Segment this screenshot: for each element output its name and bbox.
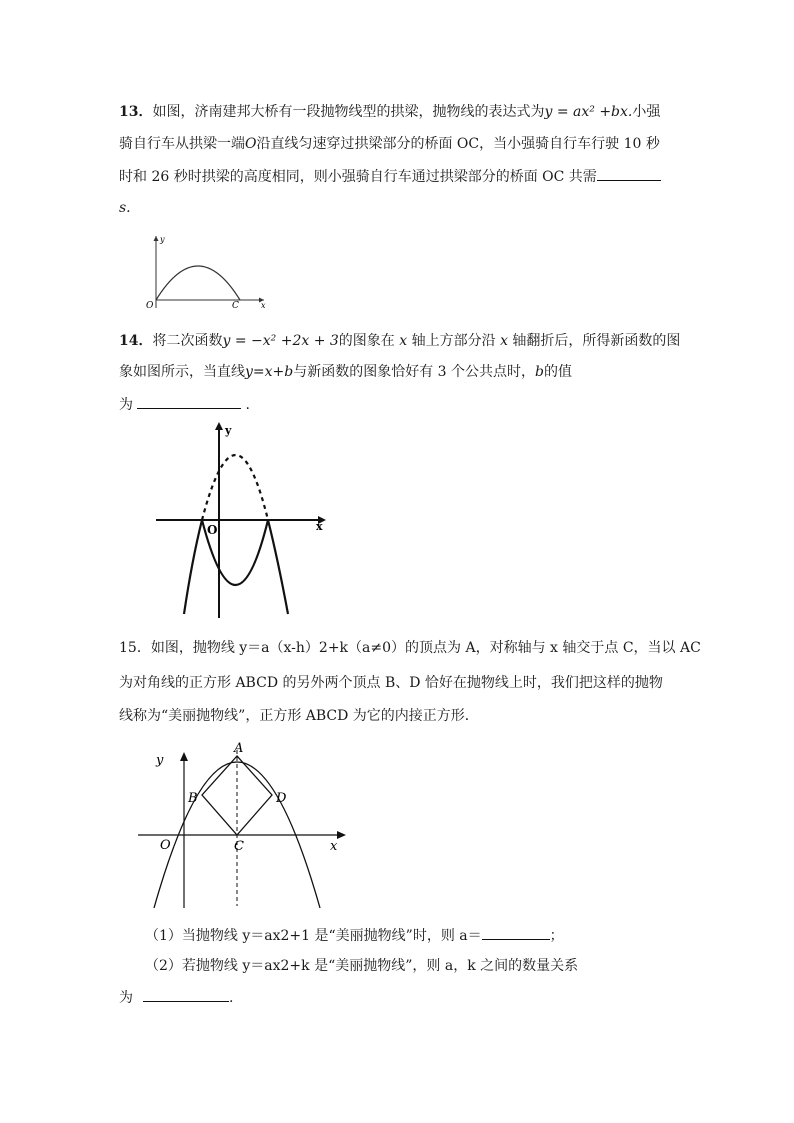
- q14-text: 为: [119, 397, 133, 413]
- point-b-label: B: [188, 791, 198, 806]
- q14-line-1: [119, 331, 680, 351]
- q13-unit: s.: [119, 200, 131, 216]
- y-label: y: [156, 753, 164, 768]
- x-axis-arrow: [337, 831, 346, 839]
- origin-label: O: [146, 301, 154, 311]
- q13-text: 如图，济南建邦大桥有一段抛物线型的拱梁，抛物线的表达式为: [152, 104, 545, 120]
- q13-line-4: [119, 198, 131, 218]
- q15-text: .: [229, 990, 234, 1006]
- q13-expression: y = ax² +bx.: [544, 104, 633, 120]
- x-label: x: [330, 839, 338, 854]
- y-label: y: [160, 235, 165, 244]
- q14-text: 将二次函数: [152, 333, 223, 349]
- origin-label: O: [160, 838, 171, 853]
- q14-var: b: [535, 364, 545, 380]
- q15-text: 为: [119, 990, 133, 1006]
- y-axis-arrow: [154, 236, 159, 241]
- q13-line-2: [119, 134, 660, 154]
- q15-figure: [136, 736, 356, 912]
- point-a-label: A: [234, 741, 244, 756]
- q14-line-expression: y=x+b: [245, 364, 294, 380]
- q13-figure: [140, 228, 270, 312]
- q14-var: x: [399, 333, 408, 349]
- q14-text: 轴翻折后，所得新函数的图: [512, 333, 681, 349]
- x-label: x: [261, 301, 266, 310]
- q13-number: 13．: [119, 104, 153, 120]
- q14-answer-blank[interactable]: [137, 394, 241, 409]
- q13-text: 时和 26 秒时拱梁的高度相同，则小强骑自行车通过拱梁部分的桥面 OC 共需: [119, 169, 597, 185]
- q14-text: 与新函数的图象恰好有 3 个公共点时，: [293, 364, 536, 380]
- x-label: x: [316, 520, 323, 533]
- q15-text: 为对角线的正方形 ABCD 的另外两个顶点 B、D 恰好在抛物线上时，我们把这样的抛物: [119, 675, 663, 691]
- right-branch: [268, 520, 288, 614]
- q14-text: 的图象在: [338, 333, 395, 349]
- q13-line-3: [119, 166, 661, 187]
- q14-text: 象如图所示，当直线: [119, 364, 245, 380]
- y-axis-arrow: [215, 422, 223, 430]
- q13-text: 骑自行车从拱梁一端: [119, 136, 245, 152]
- q15-text: （1）当抛物线 y＝ax2+1 是“美丽抛物线”时，则 a＝: [145, 928, 482, 944]
- q14-number: 14．: [119, 333, 153, 349]
- q15-line-1: [119, 638, 701, 658]
- q15-part-2: [145, 956, 578, 976]
- q14-text: .: [245, 397, 250, 413]
- q13-line-1: [119, 102, 660, 122]
- q15-text: 线称为“美丽抛物线”，正方形 ABCD 为它的内接正方形．: [119, 708, 479, 724]
- q14-figure: [150, 420, 335, 620]
- point-c-label: C: [232, 301, 239, 311]
- dashed-parabola: [202, 455, 268, 520]
- q15-text: （2）若抛物线 y＝ax2+k 是“美丽抛物线”，则 a，k 之间的数量关系: [145, 958, 579, 974]
- q13-answer-blank[interactable]: [597, 166, 661, 181]
- q14-line-2: [119, 362, 572, 382]
- q14-expression: y = −x² +2x + 3: [222, 333, 339, 349]
- point-c-label: C: [234, 839, 244, 854]
- left-branch: [184, 520, 202, 614]
- q15-text: 15．如图，抛物线 y＝a（x-h）2+k（a≠0）的顶点为 A，对称轴与 x 轴交于点 C，当以 AC: [119, 640, 701, 656]
- q15-line-3: [119, 706, 479, 726]
- q15-line-2: [119, 673, 663, 693]
- origin-label: O: [207, 523, 218, 537]
- y-label: y: [225, 424, 232, 437]
- q13-text: 沿直线匀速穿过拱梁部分的桥面 OC，当小强骑自行车行驶 10 秒: [256, 136, 660, 152]
- q14-line-3: [119, 394, 250, 415]
- q15-part-1: [145, 925, 564, 946]
- q13-point-o: O: [245, 136, 257, 152]
- q15-part-2-blank[interactable]: [143, 987, 229, 1002]
- q14-var: x: [500, 333, 508, 349]
- q13-text: 小强: [632, 104, 661, 120]
- q14-text: 轴上方部分沿: [411, 333, 496, 349]
- y-axis-arrow: [180, 752, 188, 761]
- q15-text: ；: [549, 928, 564, 944]
- point-d-label: D: [276, 791, 287, 806]
- q14-text: 的值: [544, 364, 573, 380]
- q15-part-1-blank[interactable]: [482, 925, 550, 940]
- arch-curve: [156, 266, 240, 300]
- q15-part-2-answer: [119, 987, 233, 1008]
